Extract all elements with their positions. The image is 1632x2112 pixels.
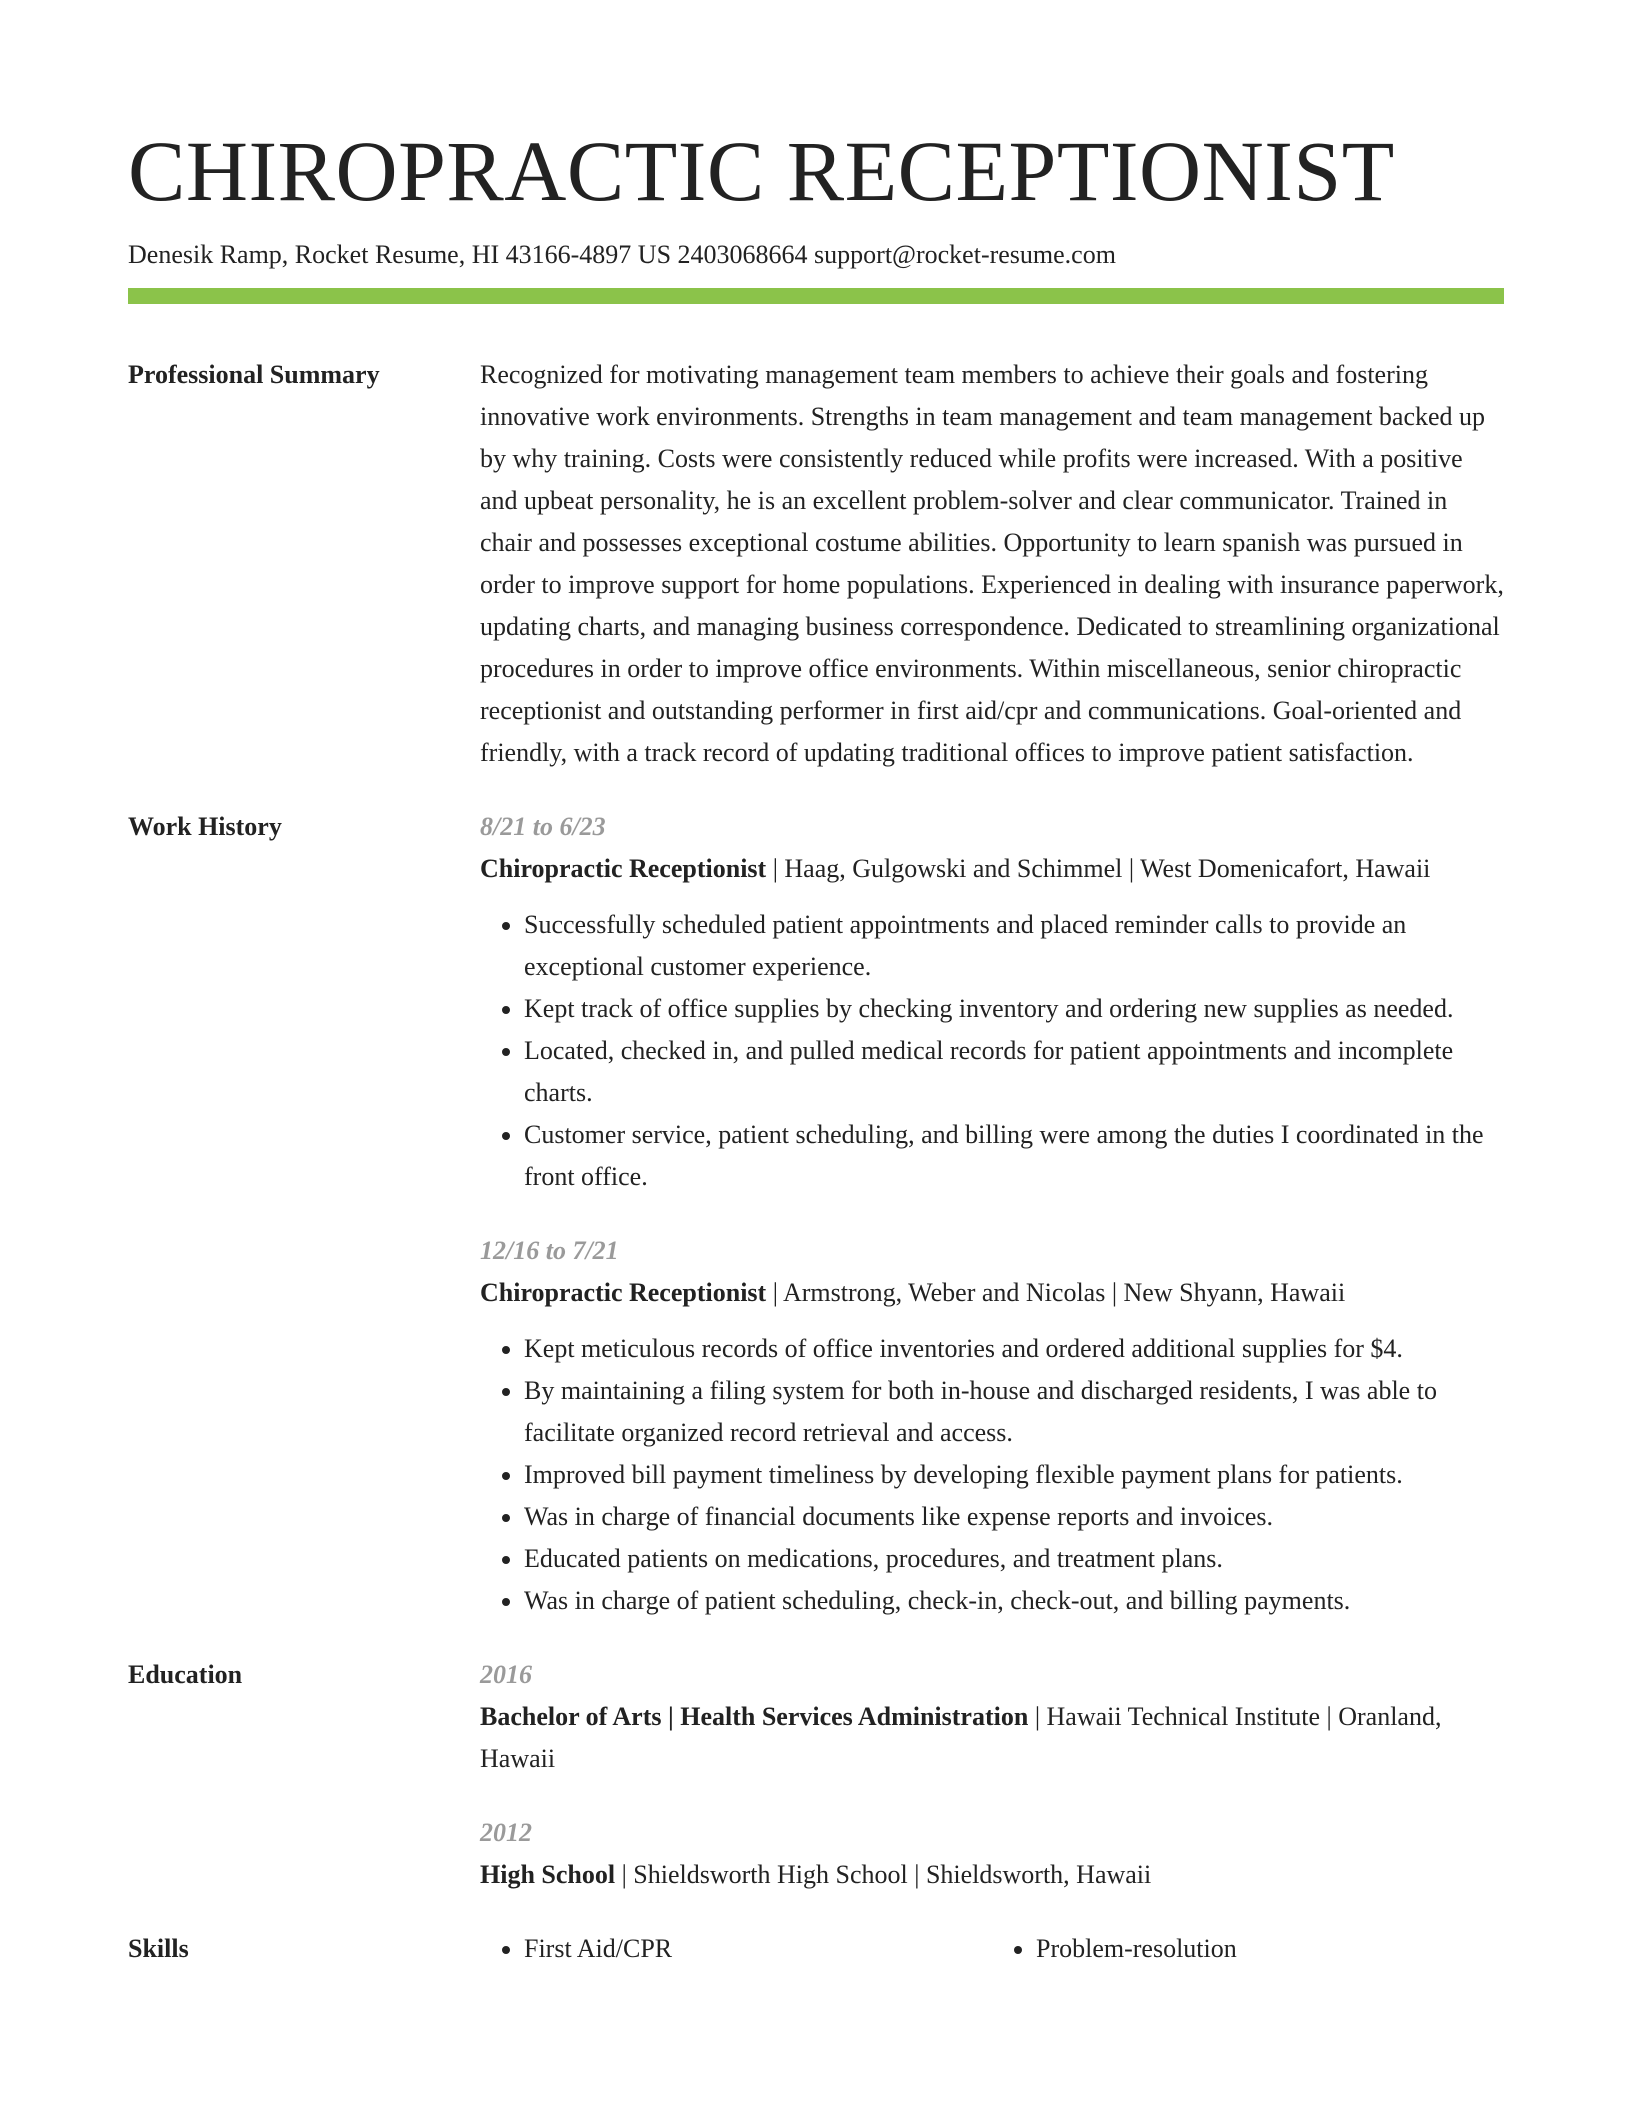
education-details: | Hawaii Technical Institute | Oranland, Hawaii: [480, 1702, 1442, 1773]
education-heading: [480, 1696, 1504, 1780]
resume-title: CHIROPRACTIC RECEPTIONIST: [128, 123, 1395, 219]
job-bullet: • By maintaining a filing system for both in-house and discharged residents, I was able to facilitate organized record retrieval and access.: [524, 1370, 1504, 1454]
skills-body: [480, 1928, 1504, 1970]
job-bullets: [480, 1328, 1504, 1622]
job-bullet: • Kept meticulous records of office inventories and ordered additional supplies for $4.: [524, 1328, 1504, 1370]
job-role: Chiropractic Receptionist: [480, 854, 767, 883]
education-heading: [480, 1854, 1504, 1896]
job-entry: [480, 1230, 1504, 1622]
summary-section: [128, 354, 1504, 774]
skill-item: • First Aid/CPR: [524, 1928, 992, 1970]
job-details: | Haag, Gulgowski and Schimmel | West Domenicafort, Hawaii: [766, 854, 1431, 883]
job-heading: [480, 848, 1504, 890]
job-bullets: [480, 904, 1504, 1198]
job-bullet: • Located, checked in, and pulled medical records for patient appointments and incomplete charts.: [524, 1030, 1504, 1114]
education-details: | Shieldsworth High School | Shieldsworth, Hawaii: [615, 1860, 1152, 1889]
education-date: 2016: [480, 1660, 532, 1689]
skills-list-right: [992, 1928, 1504, 1970]
work-history-section: [128, 806, 1504, 1622]
work-history-label: Work History: [128, 812, 282, 841]
job-entry: [480, 806, 1504, 1198]
resume-page: [128, 0, 1504, 1970]
education-date: 2012: [480, 1818, 532, 1847]
work-history-body: [480, 806, 1504, 1622]
education-entry: [480, 1812, 1504, 1896]
job-bullet: • Educated patients on medications, procedures, and treatment plans.: [524, 1538, 1504, 1580]
education-label: Education: [128, 1660, 243, 1689]
skills-label: Skills: [128, 1934, 189, 1963]
education-body: [480, 1654, 1504, 1896]
contact-line: Denesik Ramp, Rocket Resume, HI 43166-4897 US 2403068664 support@rocket-resume.com: [128, 240, 1116, 269]
summary-label: Professional Summary: [128, 360, 380, 389]
education-section: [128, 1654, 1504, 1896]
job-bullet: • Customer service, patient scheduling, and billing were among the duties I coordinated in the front office.: [524, 1114, 1504, 1198]
skill-item: • Problem-resolution: [1036, 1928, 1504, 1970]
job-bullet: • Was in charge of financial documents like expense reports and invoices.: [524, 1496, 1504, 1538]
job-role: Chiropractic Receptionist: [480, 1278, 767, 1307]
job-date: 12/16 to 7/21: [480, 1236, 619, 1265]
education-entry: [480, 1654, 1504, 1780]
summary-text: Recognized for motivating management team members to achieve their goals and fostering innovative work environments. Strengths in team management and team management backed up by why training. Costs were consistently reduced while profits were increased. With a positive and upbeat personality, he is an excellent problem-solver and clear communicator. Trained in chair and possesses exceptional costume abilities. Opportunity to learn spanish was pursued in order to improve support for home populations. Experienced in dealing with insurance paperwork, updating charts, and managing business correspondence. Dedicated to streamlining organizational procedures in order to improve office environments. Within miscellaneous, senior chiropractic receptionist and outstanding performer in first aid/cpr and communications. Goal-oriented and friendly, with a track record of updating traditional offices to improve patient satisfaction.: [480, 360, 1504, 767]
education-degree: Bachelor of Arts | Health Services Administration: [480, 1702, 1029, 1731]
education-degree: High School: [480, 1860, 616, 1889]
skills-list-left: [480, 1928, 992, 1970]
skills-section: [128, 1928, 1504, 1970]
job-bullet: • Successfully scheduled patient appointments and placed reminder calls to provide an exceptional customer experience.: [524, 904, 1504, 988]
job-date: 8/21 to 6/23: [480, 812, 606, 841]
job-details: | Armstrong, Weber and Nicolas | New Shyann, Hawaii: [766, 1278, 1346, 1307]
job-heading: [480, 1272, 1504, 1314]
job-bullet: • Kept track of office supplies by checking inventory and ordering new supplies as needed.: [524, 988, 1504, 1030]
job-bullet: • Was in charge of patient scheduling, check-in, check-out, and billing payments.: [524, 1580, 1504, 1622]
header-divider: [128, 288, 1504, 304]
job-bullet: • Improved bill payment timeliness by developing flexible payment plans for patients.: [524, 1454, 1504, 1496]
